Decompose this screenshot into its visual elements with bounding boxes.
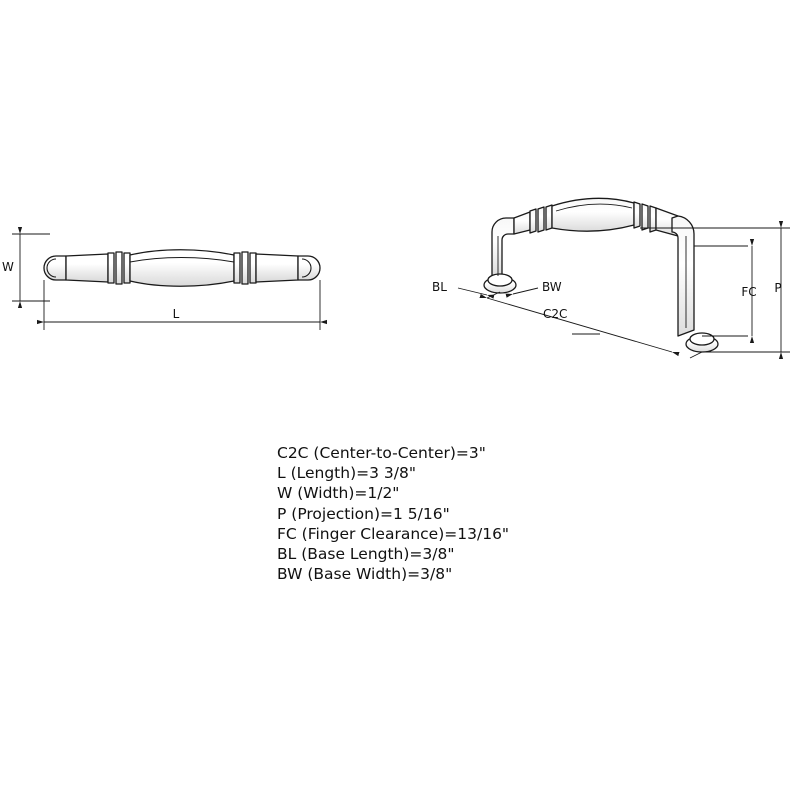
left-ring-1: [108, 253, 114, 283]
dimension-label-BL: BL: [432, 280, 447, 294]
spec-line-fc: FC (Finger Clearance)=13/16": [277, 524, 510, 543]
dimension-label-W: W: [2, 260, 14, 274]
top-barrel: [552, 198, 634, 231]
p-ring-1: [530, 209, 536, 233]
left-ring-2: [116, 252, 122, 284]
dimension-L: [44, 280, 320, 330]
dimension-BL: [458, 288, 487, 295]
p-ring-3: [546, 205, 552, 230]
dimension-C2C: [487, 292, 702, 358]
right-ring-3: [250, 253, 256, 283]
right-ring-1: [234, 253, 240, 283]
left-post: [492, 218, 514, 276]
perspective-view: [484, 198, 718, 352]
p-ring-2: [538, 207, 544, 232]
top-left-neck: [514, 212, 530, 234]
center-barrel: [130, 250, 234, 287]
right-foot: [298, 256, 320, 280]
dimension-label-FC: FC: [741, 285, 757, 299]
right-neck: [256, 254, 298, 282]
left-neck: [66, 254, 108, 282]
front-elevation-view: [44, 250, 320, 287]
p-ring-5: [642, 204, 648, 230]
left-base-top: [488, 274, 512, 286]
spec-line-w: W (Width)=1/2": [277, 484, 400, 503]
spec-line-bw: BW (Base Width)=3/8": [277, 565, 453, 584]
right-base-top: [690, 333, 714, 345]
right-ring-2: [242, 252, 248, 284]
bw-leader: [513, 288, 538, 294]
spec-line-c2c: C2C (Center-to-Center)=3": [277, 444, 486, 462]
spec-line-l: L (Length)=3 3/8": [277, 464, 416, 483]
dimension-label-L: L: [172, 307, 180, 321]
spec-line-bl: BL (Base Length)=3/8": [277, 545, 455, 564]
spec-line-p: P (Projection)=1 5/16": [277, 504, 450, 523]
dimension-label-P: P: [774, 281, 782, 295]
dimension-label-BW: BW: [542, 280, 562, 294]
c2c-dim-line: [487, 298, 672, 352]
dimension-P: [640, 228, 790, 352]
p-ring-4: [634, 202, 640, 228]
bl-leader: [458, 288, 487, 295]
specifications-list: [277, 443, 697, 584]
c2c-ext-right: [690, 352, 702, 358]
left-ring-3: [124, 253, 130, 283]
dimension-label-C2C: C2C: [543, 307, 568, 321]
dimension-BW: [513, 288, 538, 294]
